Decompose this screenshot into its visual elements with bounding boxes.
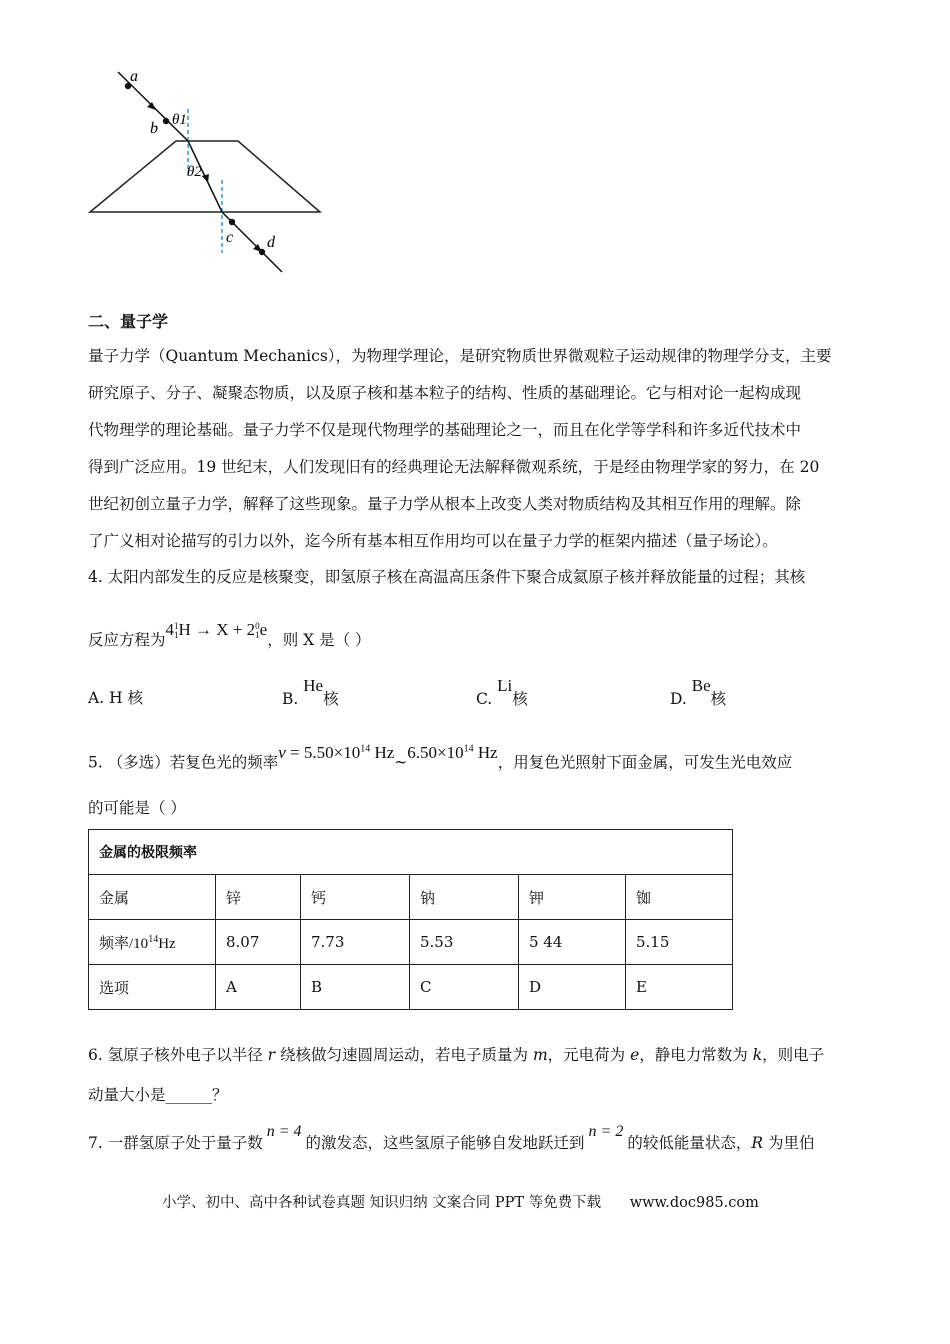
q4-option-d[interactable]: D. Be核 bbox=[670, 676, 727, 708]
intro-line: 世纪初创立量子力学，解释了这些现象。量子力学从根本上改变人类对物质结构及其相互作用的理解。除 bbox=[88, 495, 802, 513]
refraction-diagram bbox=[80, 62, 330, 282]
table-cell: 选项 bbox=[89, 965, 216, 1010]
table-row bbox=[89, 920, 733, 965]
label-b: b bbox=[150, 120, 158, 137]
table-cell: E bbox=[626, 965, 733, 1010]
table-cell: D bbox=[519, 965, 626, 1010]
table-cell: 铷 bbox=[626, 875, 733, 920]
footer-link[interactable]: www.doc985.com bbox=[629, 1195, 759, 1211]
table-cell: 5 44 bbox=[519, 920, 626, 965]
label-a: a bbox=[130, 68, 138, 85]
intro-line: 研究原子、分子、凝聚态物质，以及原子核和基本粒子的结构、性质的基础理论。它与相对论一起构成现 bbox=[88, 384, 802, 402]
point-d bbox=[259, 249, 265, 255]
table-cell: C bbox=[410, 965, 519, 1010]
point-b bbox=[163, 118, 169, 124]
table-cell: A bbox=[216, 965, 301, 1010]
q4-line2 bbox=[88, 621, 371, 659]
table-row bbox=[89, 965, 733, 1010]
q5-line2: 的可能是（ ） bbox=[88, 799, 186, 817]
table-title-row bbox=[89, 830, 733, 875]
section-title: 二、量子学 bbox=[88, 312, 169, 331]
q4-prefix: 反应方程为 bbox=[88, 631, 166, 649]
table-cell: 7.73 bbox=[301, 920, 410, 965]
q4-option-c[interactable]: C. Li核 bbox=[476, 676, 528, 708]
intro-line: 代物理学的理论基础。量子力学不仅是现代物理学的基础理论之一，而且在化学等学科和许多近代技术中 bbox=[88, 421, 802, 439]
table-cell: 5.53 bbox=[410, 920, 519, 965]
table-cell: 金属 bbox=[89, 875, 216, 920]
ray-arrow-2 bbox=[202, 174, 209, 183]
q4-suffix: ，则 X 是（ ） bbox=[267, 631, 371, 649]
table-cell: 钾 bbox=[519, 875, 626, 920]
table-cell: 钠 bbox=[410, 875, 519, 920]
q4-option-b[interactable]: B. He核 bbox=[282, 676, 339, 708]
table-title: 金属的极限频率 bbox=[89, 830, 733, 875]
q4-line1: 4. 太阳内部发生的反应是核聚变，即氢原子核在高温高压条件下聚合成氦原子核并释放能量的过程；其核 bbox=[88, 568, 806, 586]
table-cell: 钙 bbox=[301, 875, 410, 920]
q4-equation: 4 1 1 H → X + 2 0 1 e bbox=[165, 620, 268, 641]
label-c: c bbox=[226, 229, 234, 246]
label-theta1: θ1 bbox=[172, 112, 187, 128]
q4-option-a[interactable]: A. H 核 bbox=[88, 689, 144, 707]
table-row bbox=[89, 875, 733, 920]
intro-line: 了广义相对论描写的引力以外，迄今所有基本相互作用均可以在量子力学的框架内描述（量子场论）。 bbox=[88, 532, 778, 550]
label-theta2: θ2 bbox=[187, 164, 202, 180]
footer-text: 小学、初中、高中各种试卷真题 知识归纳 文案合同 PPT 等免费下载 bbox=[162, 1195, 602, 1211]
intro-line: 量子力学（Quantum Mechanics），为物理学理论，是研究物质世界微观粒子运动规律的物理学分支，主要 bbox=[88, 347, 832, 365]
q6-line2: 动量大小是______？ bbox=[88, 1086, 228, 1104]
point-c bbox=[229, 219, 235, 225]
q6-line1: 6. 氢原子核外电子以半径 r 绕核做匀速圆周运动，若电子质量为 m，元电荷为 e，静电力常数为 k，则电子 bbox=[88, 1046, 825, 1064]
metal-threshold-table bbox=[88, 829, 733, 1010]
table-cell: 5.15 bbox=[626, 920, 733, 965]
intro-line: 得到广泛应用。19 世纪末，人们发现旧有的经典理论无法解释微观系统，于是经由物理学家的努力，在 20 bbox=[88, 458, 820, 476]
ray-arrow-1 bbox=[147, 102, 156, 110]
footer bbox=[162, 1191, 759, 1212]
q7-line1: 7. 一群氢原子处于量子数n = 4的激发态，这些氢原子能够自发地跃迁到n = 2的较低能量状态，R 为里伯 bbox=[88, 1123, 815, 1152]
q5-frequency-range: $\nu = 5.50\times 10^{14}$ Hz bbox=[278, 742, 395, 762]
table-cell: 8.07 bbox=[216, 920, 301, 965]
table-cell: B bbox=[301, 965, 410, 1010]
table-cell: 锌 bbox=[216, 875, 301, 920]
intro-paragraph bbox=[88, 338, 832, 560]
q5-line1: 5. （多选）若复色光的频率$\nu = 5.50\times 10^{14}$ $Hz\sim 6.50\times 10^{14}$ Hz，用复色光照射下面金属，可发生光电效应 bbox=[88, 742, 793, 772]
table-cell: 频率$/10^{14}Hz$ bbox=[89, 920, 216, 965]
label-d: d bbox=[267, 234, 275, 251]
